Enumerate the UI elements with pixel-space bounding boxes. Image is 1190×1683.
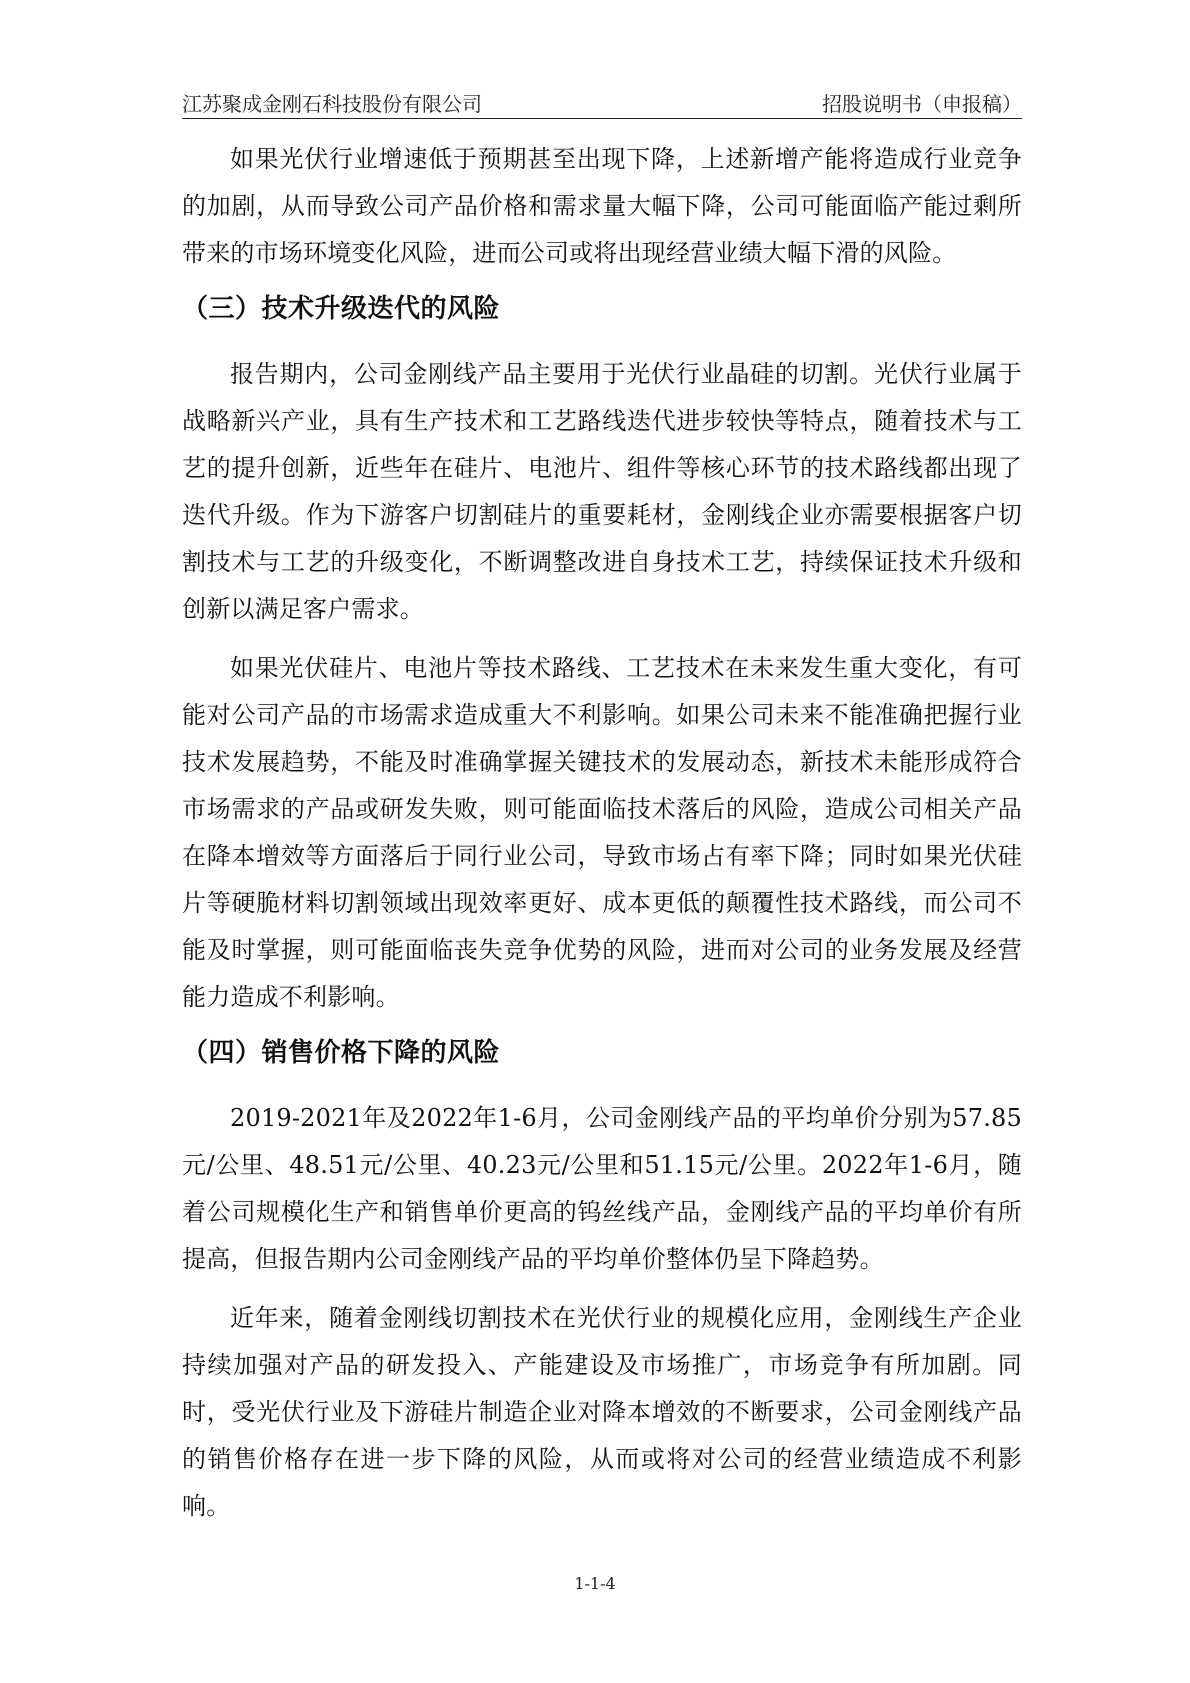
page-header — [182, 82, 1022, 116]
paragraph-tech-risk: 如果光伏硅片、电池片等技术路线、工艺技术在未来发生重大变化，有可能对公司产品的市场需求造成重大不利影响。如果公司未来不能准确把握行业技术发展趋势，不能及时准确掌握关键技术的发展动态，新技术未能形成符合市场需求的产品或研发失败，则可能面临技术落后的风险，造成公司相关产品在降本增效等方面落后于同行业公司，导致市场占有率下降；同时如果光伏硅片等硬脆材料切割领域出现效率更好、成本更低的颠覆性技术路线，而公司不能及时掌握，则可能面临丧失竞争优势的风险，进而对公司的业务发展及经营能力造成不利影响。 — [182, 654, 1022, 1011]
header-company-name: 江苏聚成金刚石科技股份有限公司 — [182, 92, 482, 116]
section-title-price-decline-risk: （四）销售价格下降的风险 — [182, 1038, 501, 1068]
header-document-type: 招股说明书（申报稿） — [822, 92, 1022, 116]
header-divider — [182, 118, 1022, 119]
page-body — [182, 136, 1022, 1542]
paragraph-tech-background: 报告期内，公司金刚线产品主要用于光伏行业晶硅的切割。光伏行业属于战略新兴产业，具有生产技术和工艺路线迭代进步较快等特点，随着技术与工艺的提升创新，近些年在硅片、电池片、组件等核心环节的技术路线都出现了迭代升级。作为下游客户切割硅片的重要耗材，金刚线企业亦需要根据客户切割技术与工艺的升级变化，不断调整改进自身技术工艺，持续保证技术升级和创新以满足客户需求。 — [182, 360, 1022, 623]
section-title-tech-iteration-risk: （三）技术升级迭代的风险 — [182, 294, 501, 324]
paragraph-average-price: 2019-2021年及2022年1-6月，公司金刚线产品的平均单价分别为57.85元/公里、48.51元/公里、40.23元/公里和51.15元/公里。2022年1-6月，随着公司规模化生产和销售单价更高的钨丝线产品，金刚线产品的平均单价有所提高，但报告期内公司金刚线产品的平均单价整体仍呈下降趋势。 — [182, 1104, 1022, 1273]
paragraph-price-competition: 近年来，随着金刚线切割技术在光伏行业的规模化应用，金刚线生产企业持续加强对产品的研发投入、产能建设及市场推广，市场竞争有所加剧。同时，受光伏行业及下游硅片制造企业对降本增效的不断要求，公司金刚线产品的销售价格存在进一步下降的风险，从而或将对公司的经营业绩造成不利影响。 — [182, 1304, 1022, 1520]
paragraph-overcapacity-risk: 如果光伏行业增速低于预期甚至出现下降，上述新增产能将造成行业竞争的加剧，从而导致公司产品价格和需求量大幅下降，公司可能面临产能过剩所带来的市场环境变化风险，进而公司或将出现经营业绩大幅下滑的风险。 — [182, 145, 1022, 267]
page-number: 1-1-4 — [574, 1574, 616, 1593]
